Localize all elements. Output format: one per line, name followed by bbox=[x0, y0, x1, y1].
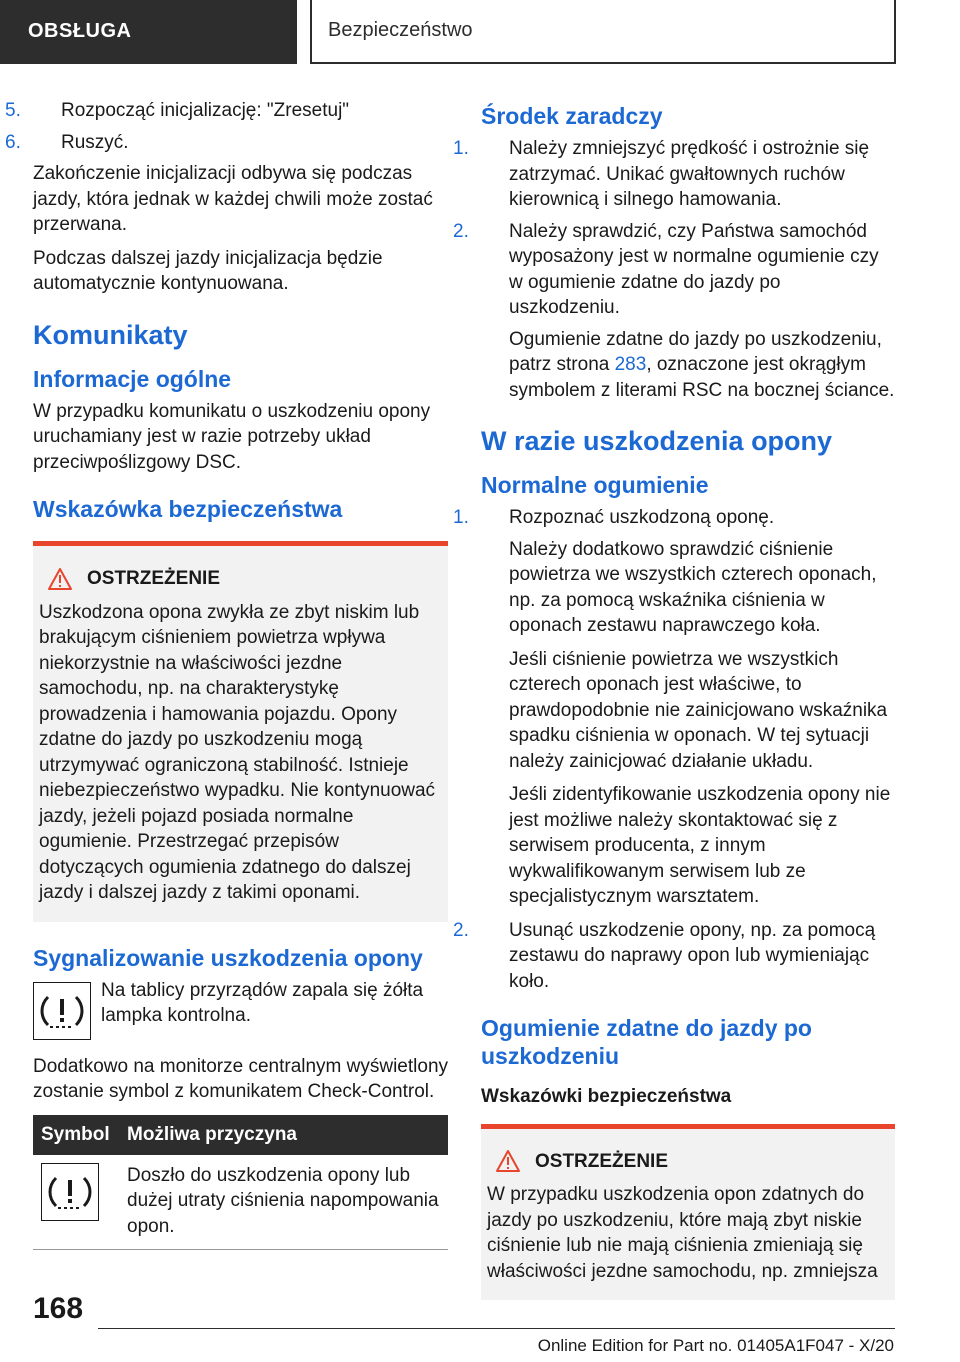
list-number: 2. bbox=[453, 919, 469, 941]
list-number: 1. bbox=[453, 138, 469, 159]
list-item bbox=[453, 136, 895, 213]
list-subparagraph bbox=[481, 327, 895, 404]
page-link[interactable]: 283 bbox=[614, 354, 647, 375]
header-section-label: OBSŁUGA bbox=[28, 20, 132, 43]
left-column bbox=[5, 98, 449, 1250]
heading-zdatne: Ogumienie zdatne do jazdy po uszkodzeniu bbox=[481, 1015, 812, 1069]
warning-text: W przypadku uszkodzenia opon zdatnych do jazdy po uszkodzeniu, które mają zbyt niskie ciśnienie lub nie mają ciśnienia zmieniają się właściwości jezdne samochodu, np. zmniejsza bbox=[487, 1184, 878, 1282]
warning-text: Uszkodzona opona zwykła ze zbyt niskim lub brakującym ciśnieniem powietrza wpływa niekorzystnie na właściwości jezdne samochodu, np. na charakterystykę prowadzenia i hamowania pojazdu. Opony zdatne do jazdy po uszkodzeniu mogą utrzymywać ograniczoną stabilność. Istnieje niebezpieczeństwo wypadku. Nie kontynuować jazdy, jeżeli pojazd posiada normalne ogumienie. Przestrzegać przepisów dotyczących ogumienia zdatnego do dalszej jazdy i dalszej jazdy z takimi oponami. bbox=[39, 601, 436, 903]
list-number: 6. bbox=[5, 131, 21, 153]
list-text: Należy sprawdzić, czy Państwa samochód wyposażony jest w normalne ogumienie czy w ogumienie zdatne do jazdy po uszkodzeniu. bbox=[509, 220, 879, 318]
paragraph: Dodatkowo na monitorze centralnym wyświetlony zostanie symbol z komunikatem Check-Control. bbox=[33, 1055, 449, 1102]
tire-pressure-warning-icon bbox=[41, 1163, 99, 1221]
warning-triangle-icon bbox=[47, 567, 73, 591]
warning-title-text: OSTRZEŻENIE bbox=[87, 568, 221, 589]
heading-wskazowka: Wskazówka bezpieczeństwa bbox=[33, 496, 343, 522]
text: Ogumienie zdatne do jazdy po uszkodzeniu, patrz strona bbox=[509, 328, 882, 375]
lamp-text: Na tablicy przyrządów zapala się żółta lampka kontrolna. bbox=[101, 979, 424, 1026]
list-item bbox=[453, 219, 895, 321]
table-row bbox=[33, 1155, 448, 1250]
list-item bbox=[453, 505, 895, 531]
list-text: Ruszyć. bbox=[61, 131, 129, 153]
warning-triangle-icon bbox=[495, 1149, 521, 1173]
list-subparagraph: Jeśli zidentyfikowanie uszkodzenia opony nie jest możliwe należy skontaktować się z serwisem producenta, z innym wykwalifikowanym serwisem lub ze specjalistycznym warsztatem. bbox=[509, 784, 891, 907]
header-section bbox=[0, 0, 297, 64]
heading-sygnal: Sygnalizowanie uszkodzenia opony bbox=[33, 944, 423, 971]
paragraph: Zakończenie inicjalizacji odbywa się podczas jazdy, która jednak w każdej chwili może zostać przerwana. bbox=[33, 163, 433, 235]
heading-komunikaty: Komunikaty bbox=[33, 319, 188, 350]
list-number: 2. bbox=[453, 220, 469, 242]
heading-srodek: Środek zaradczy bbox=[481, 103, 663, 129]
list-number: 5. bbox=[5, 100, 21, 121]
list-subparagraph: Należy dodatkowo sprawdzić ciśnienie powietrza we wszystkich czterech oponach, np. za pomocą wskaźnika ciśnienia w oponach zestawu naprawczego koła. bbox=[509, 538, 877, 636]
lamp-row bbox=[33, 978, 448, 1040]
list-subparagraph: Jeśli ciśnienie powietrza we wszystkich czterech oponach jest właściwe, to prawdopodobnie nie zainicjowano wskaźnika spadku ciśnienia w oponach. W tej sytuacji należy zainicjować działanie układu. bbox=[509, 648, 888, 772]
warning-title-text: OSTRZEŻENIE bbox=[535, 1150, 669, 1172]
heading-info: Informacje ogólne bbox=[33, 365, 232, 392]
table-header-symbol: Symbol bbox=[33, 1115, 119, 1155]
list-item bbox=[5, 130, 448, 156]
heading-wskazowki: Wskazówki bezpieczeństwa bbox=[481, 1086, 732, 1107]
warning-title bbox=[39, 566, 442, 592]
footer-edition: Online Edition for Part no. 01405A1F047 - X/20 bbox=[537, 1336, 894, 1355]
table-cell-cause: Doszło do uszkodzenia opony lub dużej utraty ciśnienia napompowania opon. bbox=[119, 1155, 448, 1250]
table-cell-symbol bbox=[33, 1155, 119, 1250]
footer-divider bbox=[98, 1328, 895, 1329]
table-header-cause: Możliwa przyczyna bbox=[119, 1115, 448, 1155]
right-column bbox=[453, 98, 895, 1318]
list-item bbox=[5, 98, 448, 124]
list-text: Należy zmniejszyć prędkość i ostrożnie się zatrzymać. Unikać gwałtownych ruchów kierownicą i silnego hamowania. bbox=[509, 138, 870, 210]
header-chapter bbox=[310, 0, 896, 64]
warning-title bbox=[487, 1149, 889, 1175]
list-text: Rozpocząć inicjalizację: "Zresetuj" bbox=[61, 100, 350, 121]
paragraph: W przypadku komunikatu o uszkodzeniu opony uruchamiany jest w razie potrzeby układ przeciwpoślizgowy DSC. bbox=[33, 400, 431, 473]
text: , oznaczone jest okrągłym symbolem z literami RSC na bocznej ściance. bbox=[509, 354, 895, 401]
heading-normalne: Normalne ogumienie bbox=[481, 472, 709, 498]
list-text: Usunąć uszkodzenie opony, np. za pomocą zestawu do naprawy opon lub wymieniając koło. bbox=[509, 919, 876, 992]
list-item bbox=[453, 918, 895, 995]
warning-box bbox=[481, 1124, 895, 1301]
page-number: 168 bbox=[33, 1292, 84, 1325]
paragraph: Podczas dalszej jazdy inicjalizacja będzie automatycznie kontynuowana. bbox=[33, 247, 383, 294]
symbol-table bbox=[33, 1115, 448, 1251]
list-text: Rozpoznać uszkodzoną oponę. bbox=[509, 507, 775, 528]
warning-box bbox=[33, 541, 448, 922]
list-number: 1. bbox=[453, 507, 469, 528]
heading-wrazie: W razie uszkodzenia opony bbox=[481, 426, 833, 456]
tire-pressure-warning-icon bbox=[33, 982, 91, 1040]
header-chapter-label: Bezpieczeństwo bbox=[328, 19, 473, 42]
